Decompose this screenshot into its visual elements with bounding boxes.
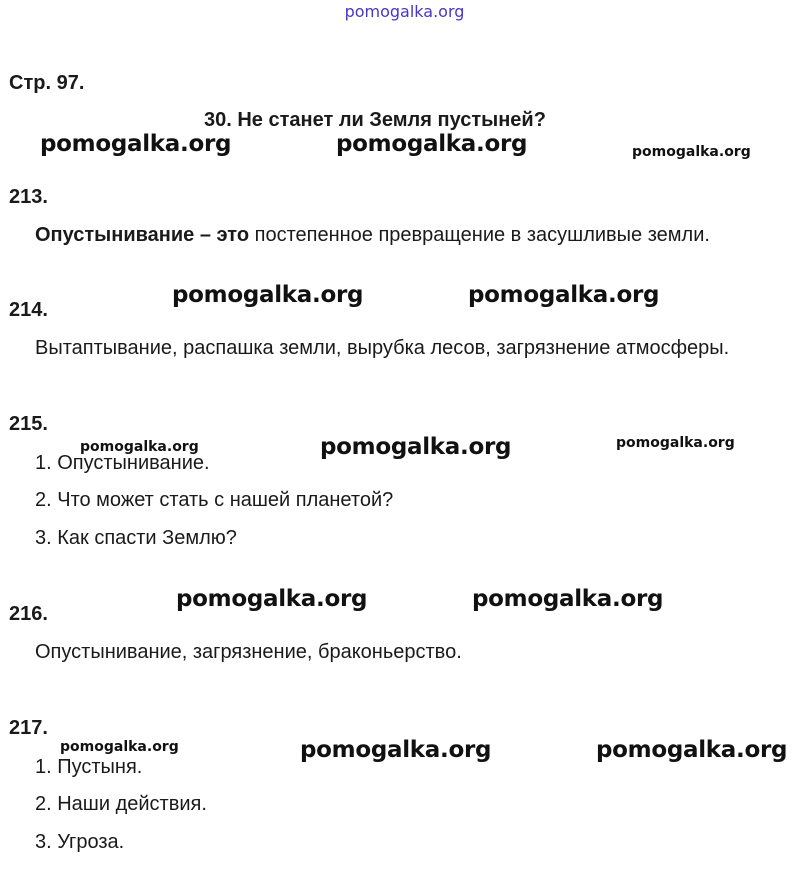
watermark: pomogalka.org bbox=[300, 737, 492, 763]
watermark: pomogalka.org bbox=[80, 439, 199, 455]
task-number-215: 215. bbox=[9, 413, 48, 435]
task-number-214: 214. bbox=[9, 299, 48, 321]
watermark: pomogalka.org bbox=[632, 144, 751, 160]
task-number-217: 217. bbox=[9, 717, 48, 739]
list-item: 2. Наши действия. bbox=[35, 793, 207, 815]
task-214-answer: Вытаптывание, распашка земли, вырубка лесов, загрязнение атмосферы. bbox=[35, 337, 730, 359]
definition-text: постепенное превращение в засушливые земли. bbox=[249, 224, 710, 246]
list-item: 1. Опустынивание. bbox=[35, 452, 210, 474]
definition-term: Опустынивание – это bbox=[35, 224, 250, 246]
list-item: 3. Угроза. bbox=[35, 831, 125, 853]
list-item: 3. Как спасти Землю? bbox=[35, 527, 237, 549]
list-item: 1. Пустыня. bbox=[35, 756, 143, 778]
watermark: pomogalka.org bbox=[40, 131, 232, 157]
watermark: pomogalka.org bbox=[336, 131, 528, 157]
watermark: pomogalka.org bbox=[472, 586, 664, 612]
task-number-213: 213. bbox=[9, 186, 48, 208]
task-213-answer bbox=[35, 224, 710, 247]
page-label: Стр. 97. bbox=[9, 72, 85, 94]
watermark: pomogalka.org bbox=[176, 586, 368, 612]
watermark: pomogalka.org bbox=[172, 282, 364, 308]
watermark: pomogalka.org bbox=[596, 737, 788, 763]
watermark: pomogalka.org bbox=[320, 434, 512, 460]
task-216-answer: Опустынивание, загрязнение, браконьерство. bbox=[35, 641, 462, 663]
site-header-link[interactable]: pomogalka.org bbox=[344, 2, 465, 21]
watermark: pomogalka.org bbox=[468, 282, 660, 308]
task-number-216: 216. bbox=[9, 603, 48, 625]
watermark: pomogalka.org bbox=[60, 739, 179, 755]
watermark: pomogalka.org bbox=[616, 435, 735, 451]
list-item: 2. Что может стать с нашей планетой? bbox=[35, 489, 394, 511]
lesson-title: 30. Не станет ли Земля пустыней? bbox=[204, 109, 546, 131]
